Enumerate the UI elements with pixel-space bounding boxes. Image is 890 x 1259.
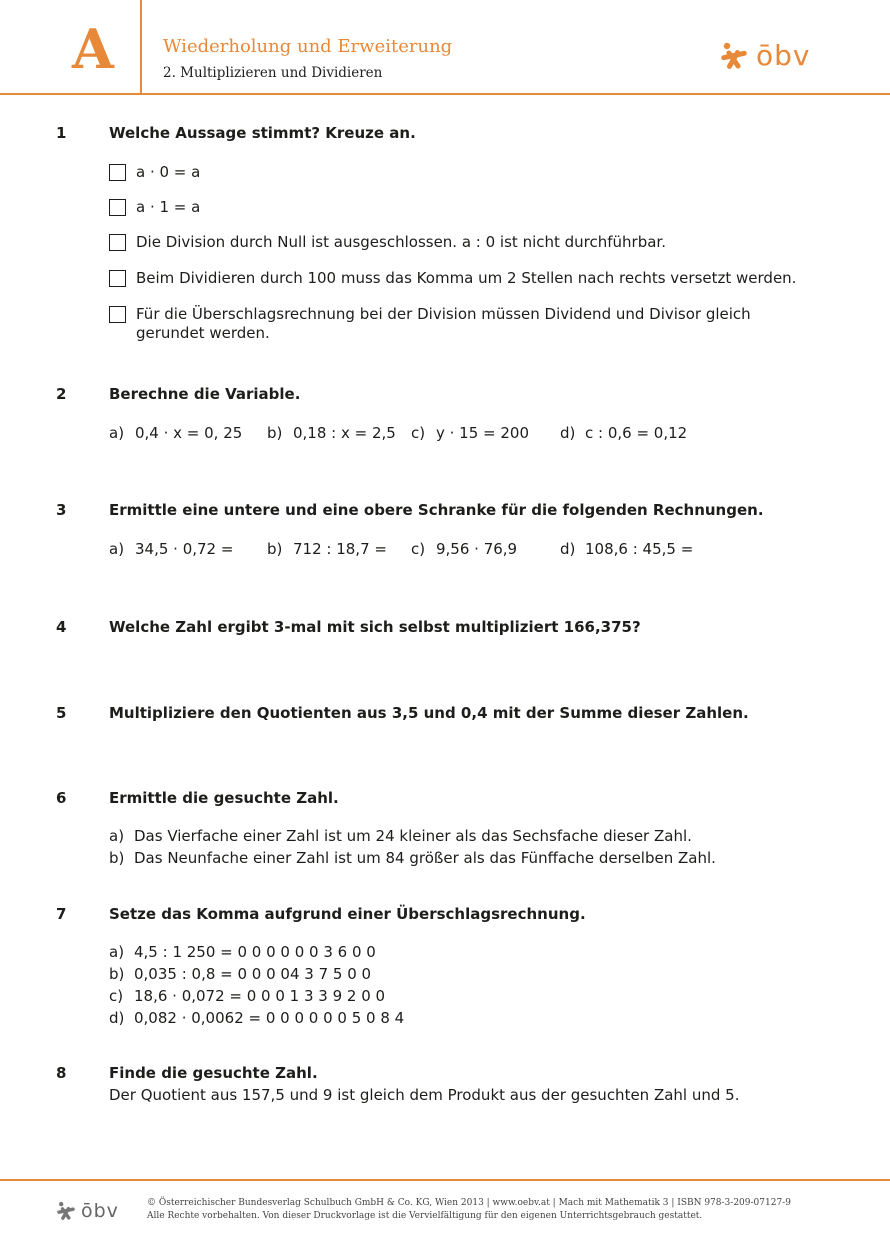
- option-checkbox[interactable]: [109, 164, 126, 181]
- header-divider: [140, 0, 142, 94]
- item-text: Das Vierfache einer Zahl ist um 24 kleiner als das Sechsfache dieser Zahl.: [134, 827, 692, 845]
- section-letter: A: [72, 17, 114, 81]
- task-number: 8: [56, 1064, 67, 1082]
- item-label: d): [560, 540, 576, 558]
- publisher-logo-text: ōbv: [756, 39, 811, 72]
- footer-logo-text: ōbv: [81, 1199, 119, 1222]
- item-text: 34,5 · 0,72 =: [135, 540, 234, 558]
- item-text: Das Neunfache einer Zahl ist um 84 größer als das Fünffache derselben Zahl.: [134, 849, 716, 867]
- item-label: b): [267, 424, 283, 442]
- item-label: c): [109, 987, 124, 1005]
- page-title: Wiederholung und Erweiterung: [163, 36, 453, 57]
- task-text: Der Quotient aus 157,5 und 9 ist gleich dem Produkt aus der gesuchten Zahl und 5.: [109, 1086, 740, 1104]
- option-row: [109, 269, 816, 288]
- item-label: b): [267, 540, 283, 558]
- option-row: [109, 233, 816, 252]
- item-label: a): [109, 943, 125, 961]
- item-text: 9,56 · 76,9: [436, 540, 518, 558]
- item-text: 0,18 : x = 2,5: [293, 424, 396, 442]
- footer-rights: Alle Rechte vorbehalten. Von dieser Druckvorlage ist die Vervielfältigung für den eigenen Unterrichtsgebrauch gestattet.: [147, 1211, 703, 1221]
- item-label: b): [109, 965, 125, 983]
- footer-rule: [0, 1179, 890, 1181]
- task-title: Setze das Komma aufgrund einer Überschlagsrechnung.: [109, 905, 586, 923]
- footer-copyright: © Österreichischer Bundesverlag Schulbuch GmbH & Co. KG, Wien 2013 | www.oebv.at | Mach mit Mathematik 3 | ISBN 978-3-209-07127-9: [147, 1198, 791, 1208]
- task-number: 1: [56, 124, 67, 142]
- item-label: a): [109, 827, 125, 845]
- item-text: 0,035 : 0,8 = 0 0 0 04 3 7 5 0 0: [134, 965, 372, 983]
- task-title: Ermittle eine untere und eine obere Schranke für die folgenden Rechnungen.: [109, 501, 764, 519]
- option-row: [109, 198, 816, 217]
- page-subtitle: 2. Multiplizieren und Dividieren: [163, 65, 383, 81]
- item-label: c): [411, 540, 426, 558]
- publisher-logo: [718, 40, 810, 72]
- item-label: a): [109, 424, 125, 442]
- item-text: 712 : 18,7 =: [293, 540, 387, 558]
- task-number: 4: [56, 618, 67, 636]
- item-label: a): [109, 540, 125, 558]
- publisher-star-icon: [55, 1200, 77, 1222]
- item-text: 18,6 · 0,072 = 0 0 0 1 3 3 9 2 0 0: [134, 987, 386, 1005]
- item-text: c : 0,6 = 0,12: [585, 424, 688, 442]
- option-text: Beim Dividieren durch 100 muss das Komma um 2 Stellen nach rechts versetzt werden.: [136, 269, 797, 287]
- header-rule: [0, 93, 890, 95]
- task-number: 3: [56, 501, 67, 519]
- option-checkbox[interactable]: [109, 306, 126, 323]
- option-checkbox[interactable]: [109, 199, 126, 216]
- task-title: Welche Aussage stimmt? Kreuze an.: [109, 124, 416, 142]
- item-label: b): [109, 849, 125, 867]
- task-title: Berechne die Variable.: [109, 385, 301, 403]
- task-title: Multipliziere den Quotienten aus 3,5 und 0,4 mit der Summe dieser Zahlen.: [109, 704, 749, 722]
- option-text: a · 1 = a: [136, 198, 201, 216]
- option-checkbox[interactable]: [109, 234, 126, 251]
- footer-logo: [55, 1200, 119, 1222]
- task-title: Welche Zahl ergibt 3-mal mit sich selbst multipliziert 166,375?: [109, 618, 641, 636]
- task-title: Finde die gesuchte Zahl.: [109, 1064, 318, 1082]
- option-text: Für die Überschlagsrechnung bei der Division müssen Dividend und Divisor gleich gerundet werden.: [136, 305, 751, 342]
- item-label: c): [411, 424, 426, 442]
- item-text: 0,4 · x = 0, 25: [135, 424, 243, 442]
- option-text: Die Division durch Null ist ausgeschlossen. a : 0 ist nicht durchführbar.: [136, 233, 666, 251]
- task-number: 7: [56, 905, 67, 923]
- item-text: y · 15 = 200: [436, 424, 530, 442]
- option-checkbox[interactable]: [109, 270, 126, 287]
- item-label: d): [109, 1009, 125, 1027]
- task-title: Ermittle die gesuchte Zahl.: [109, 789, 339, 807]
- task-number: 2: [56, 385, 67, 403]
- option-row: [109, 305, 816, 343]
- publisher-star-icon: [718, 40, 750, 72]
- task-number: 6: [56, 789, 67, 807]
- item-text: 108,6 : 45,5 =: [585, 540, 694, 558]
- option-text: a · 0 = a: [136, 163, 201, 181]
- item-text: 4,5 : 1 250 = 0 0 0 0 0 0 3 6 0 0: [134, 943, 376, 961]
- task-number: 5: [56, 704, 67, 722]
- option-row: [109, 163, 816, 182]
- item-text: 0,082 · 0,0062 = 0 0 0 0 0 0 5 0 8 4: [134, 1009, 405, 1027]
- item-label: d): [560, 424, 576, 442]
